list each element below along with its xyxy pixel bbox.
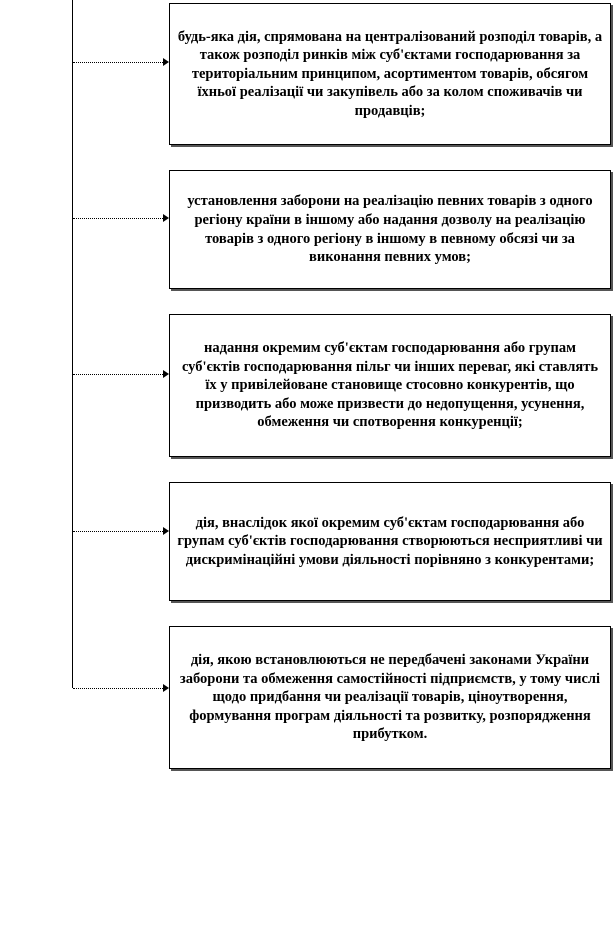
connector-2 — [73, 218, 165, 220]
diagram-box-2 — [169, 170, 611, 289]
connector-1 — [73, 62, 165, 64]
connector-5 — [73, 688, 165, 690]
connector-4 — [73, 531, 165, 533]
vertical-connector-line — [72, 0, 73, 688]
box-text-4: дія, внаслідок якої окремим суб'єктам господарювання або групам суб'єктів господарювання створюються несприятливі чи дискримінаційні умови діяльності порівняно з конкурентами; — [177, 514, 603, 568]
diagram-box-4 — [169, 482, 611, 601]
diagram-box-5 — [169, 626, 611, 769]
box-text-3: надання окремим суб'єктам господарювання або групам суб'єктів господарювання пільг чи інших переваг, які ставлять їх у привілейоване становище стосовно конкурентів, що призводить або може призвести до недопущення, усунення, обмеження чи спотворення конкуренції; — [181, 340, 599, 431]
diagram-box-3 — [169, 314, 611, 457]
box-text-2: установлення заборони на реалізацію певних товарів з одного регіону країни в іншому або надання дозволу на реалізацію товарів з одного регіону в іншому в певному обсязі чи за виконання певних умов; — [187, 193, 593, 266]
connector-3 — [73, 374, 165, 376]
diagram-box-1 — [169, 3, 611, 145]
box-text-5: дія, якою встановлюються не передбачені законами України заборони та обмеження самостійності підприємств, у тому числі щодо придбання чи реалізації товарів, ціноутворення, формування програм діяльності та розвитку, розпорядження прибутком. — [179, 652, 601, 743]
box-text-1: будь-яка дія, спрямована на централізований розподіл товарів, а також розподіл ринків між суб'єктами господарювання за територіальним принципом, асортиментом товарів, обсягом їхньої реалізації чи закупівель або за колом споживачів чи продавців; — [177, 28, 603, 119]
